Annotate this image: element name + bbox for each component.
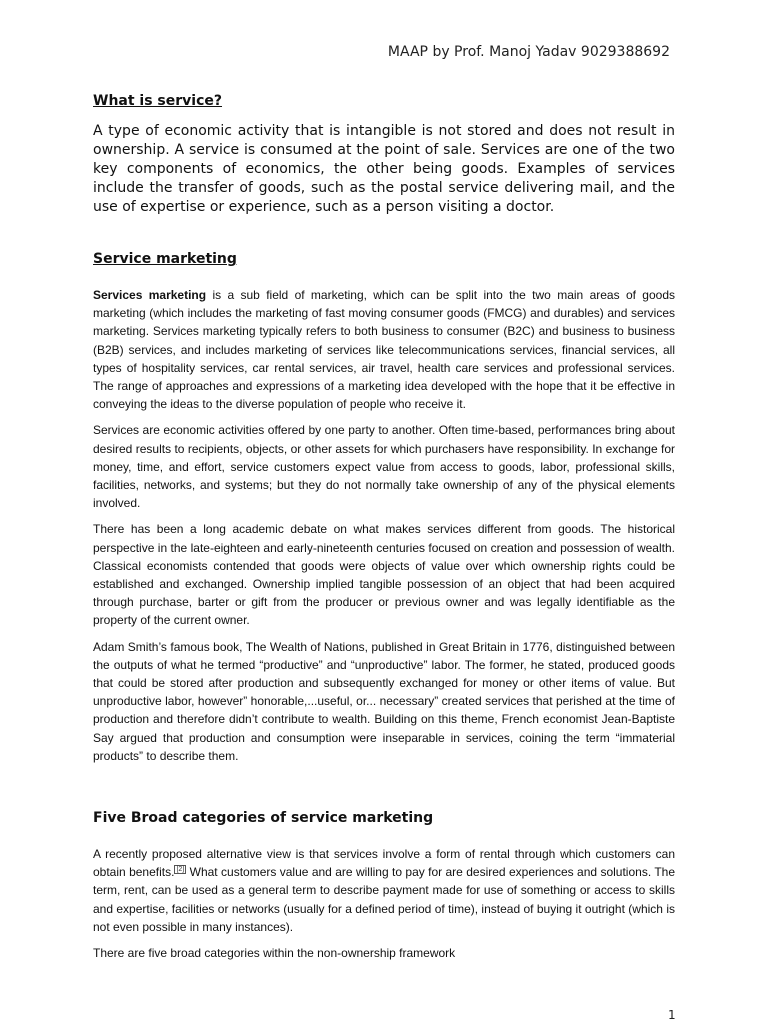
page-header: MAAP by Prof. Manoj Yadav 9029388692 [387, 44, 670, 60]
service-marketing-paragraph-1-text: is a sub field of marketing, which can be split into the two main areas of goods marketing (which includes the marketing of fast moving consumer goods (FMCG) and durables) and services marketing. Services marketing typically refers to both business to consumer (B2C) and business to business (B2B) services, and includes marketing of services like telecommunications services, financial services, all types of hospitality services, car rental services, air travel, health care services and professional services. The range of approaches and expressions of a marketing idea developed with the hope that it be effective in conveying the ideas to the diverse population of people who receive it. [93, 288, 676, 412]
citation-link[interactable]: [2] [176, 866, 185, 874]
five-categories-paragraph-1 [93, 845, 675, 936]
services-marketing-bold-term: Services marketing [93, 288, 207, 302]
service-marketing-heading: Service marketing [93, 251, 237, 267]
what-is-service-section [93, 93, 675, 217]
service-marketing-section [93, 251, 675, 773]
service-marketing-paragraph-2: Services are economic activities offered by one party to another. Often time-based, performances bring about desired results to recipients, objects, or other assets for which purchasers have responsibility. In exchange for money, time, and effort, service customers expect value from access to goods, labor, professional skills, facilities, networks, and systems; but they do not normally take ownership of any of the physical elements involved. [93, 423, 675, 511]
what-is-service-heading: What is service? [93, 93, 223, 109]
five-categories-paragraph-1-text-a: A recently proposed alternative view is that services involve a form of rental through which customers can obtain benefits. [93, 847, 675, 880]
five-categories-section [93, 810, 675, 970]
five-categories-heading: Five Broad categories of service marketing [93, 810, 434, 826]
what-is-service-paragraph: A type of economic activity that is intangible is not stored and does not result in ownership. A service is consumed at the point of sale. Services are one of the two key components of economics, the other being goods. Examples of services include the transfer of goods, such as the postal service delivering mail, and the use of expertise or experience, such as a person visiting a doctor. [93, 123, 675, 215]
service-marketing-paragraph-4: Adam Smith’s famous book, The Wealth of Nations, published in Great Britain in 1776, distinguished between the outputs of what he termed “productive” and “unproductive” labor. The former, he stated, produced goods that could be stored after production and subsequently exchanged for money or other items of value. But unproductive labor, however” honorable,...useful, or... necessary” created services that perished at the time of production and therefore didn’t contribute to wealth. Building on this theme, French economist Jean-Baptiste Say argued that production and consumption were inseparable in services, coining the term “immaterial products” to describe them. [93, 639, 675, 763]
page-number: 1 [668, 1008, 676, 1022]
five-categories-paragraph-1-text-b: What customers value and are willing to pay for are desired experiences and solutions. The term, rent, can be used as a general term to describe payment made for use of something or access to skills and expertise, facilities or networks (usually for a defined period of time), instead of buying it outright (which is not even possible in many instances). [93, 865, 675, 934]
five-categories-paragraph-2: There are five broad categories within the non-ownership framework [93, 946, 456, 961]
service-marketing-paragraph-1 [93, 286, 675, 413]
service-marketing-paragraph-3: There has been a long academic debate on what makes services different from goods. The historical perspective in the late-eighteen and early-nineteenth centuries focused on creation and possession of wealth. Classical economists contended that goods were objects of value over which ownership rights could be established and exchanged. Ownership implied tangible possession of an object that had been acquired through purchase, barter or gift from the producer or previous owner and was legally identifiable as the property of the current owner. [93, 522, 675, 628]
